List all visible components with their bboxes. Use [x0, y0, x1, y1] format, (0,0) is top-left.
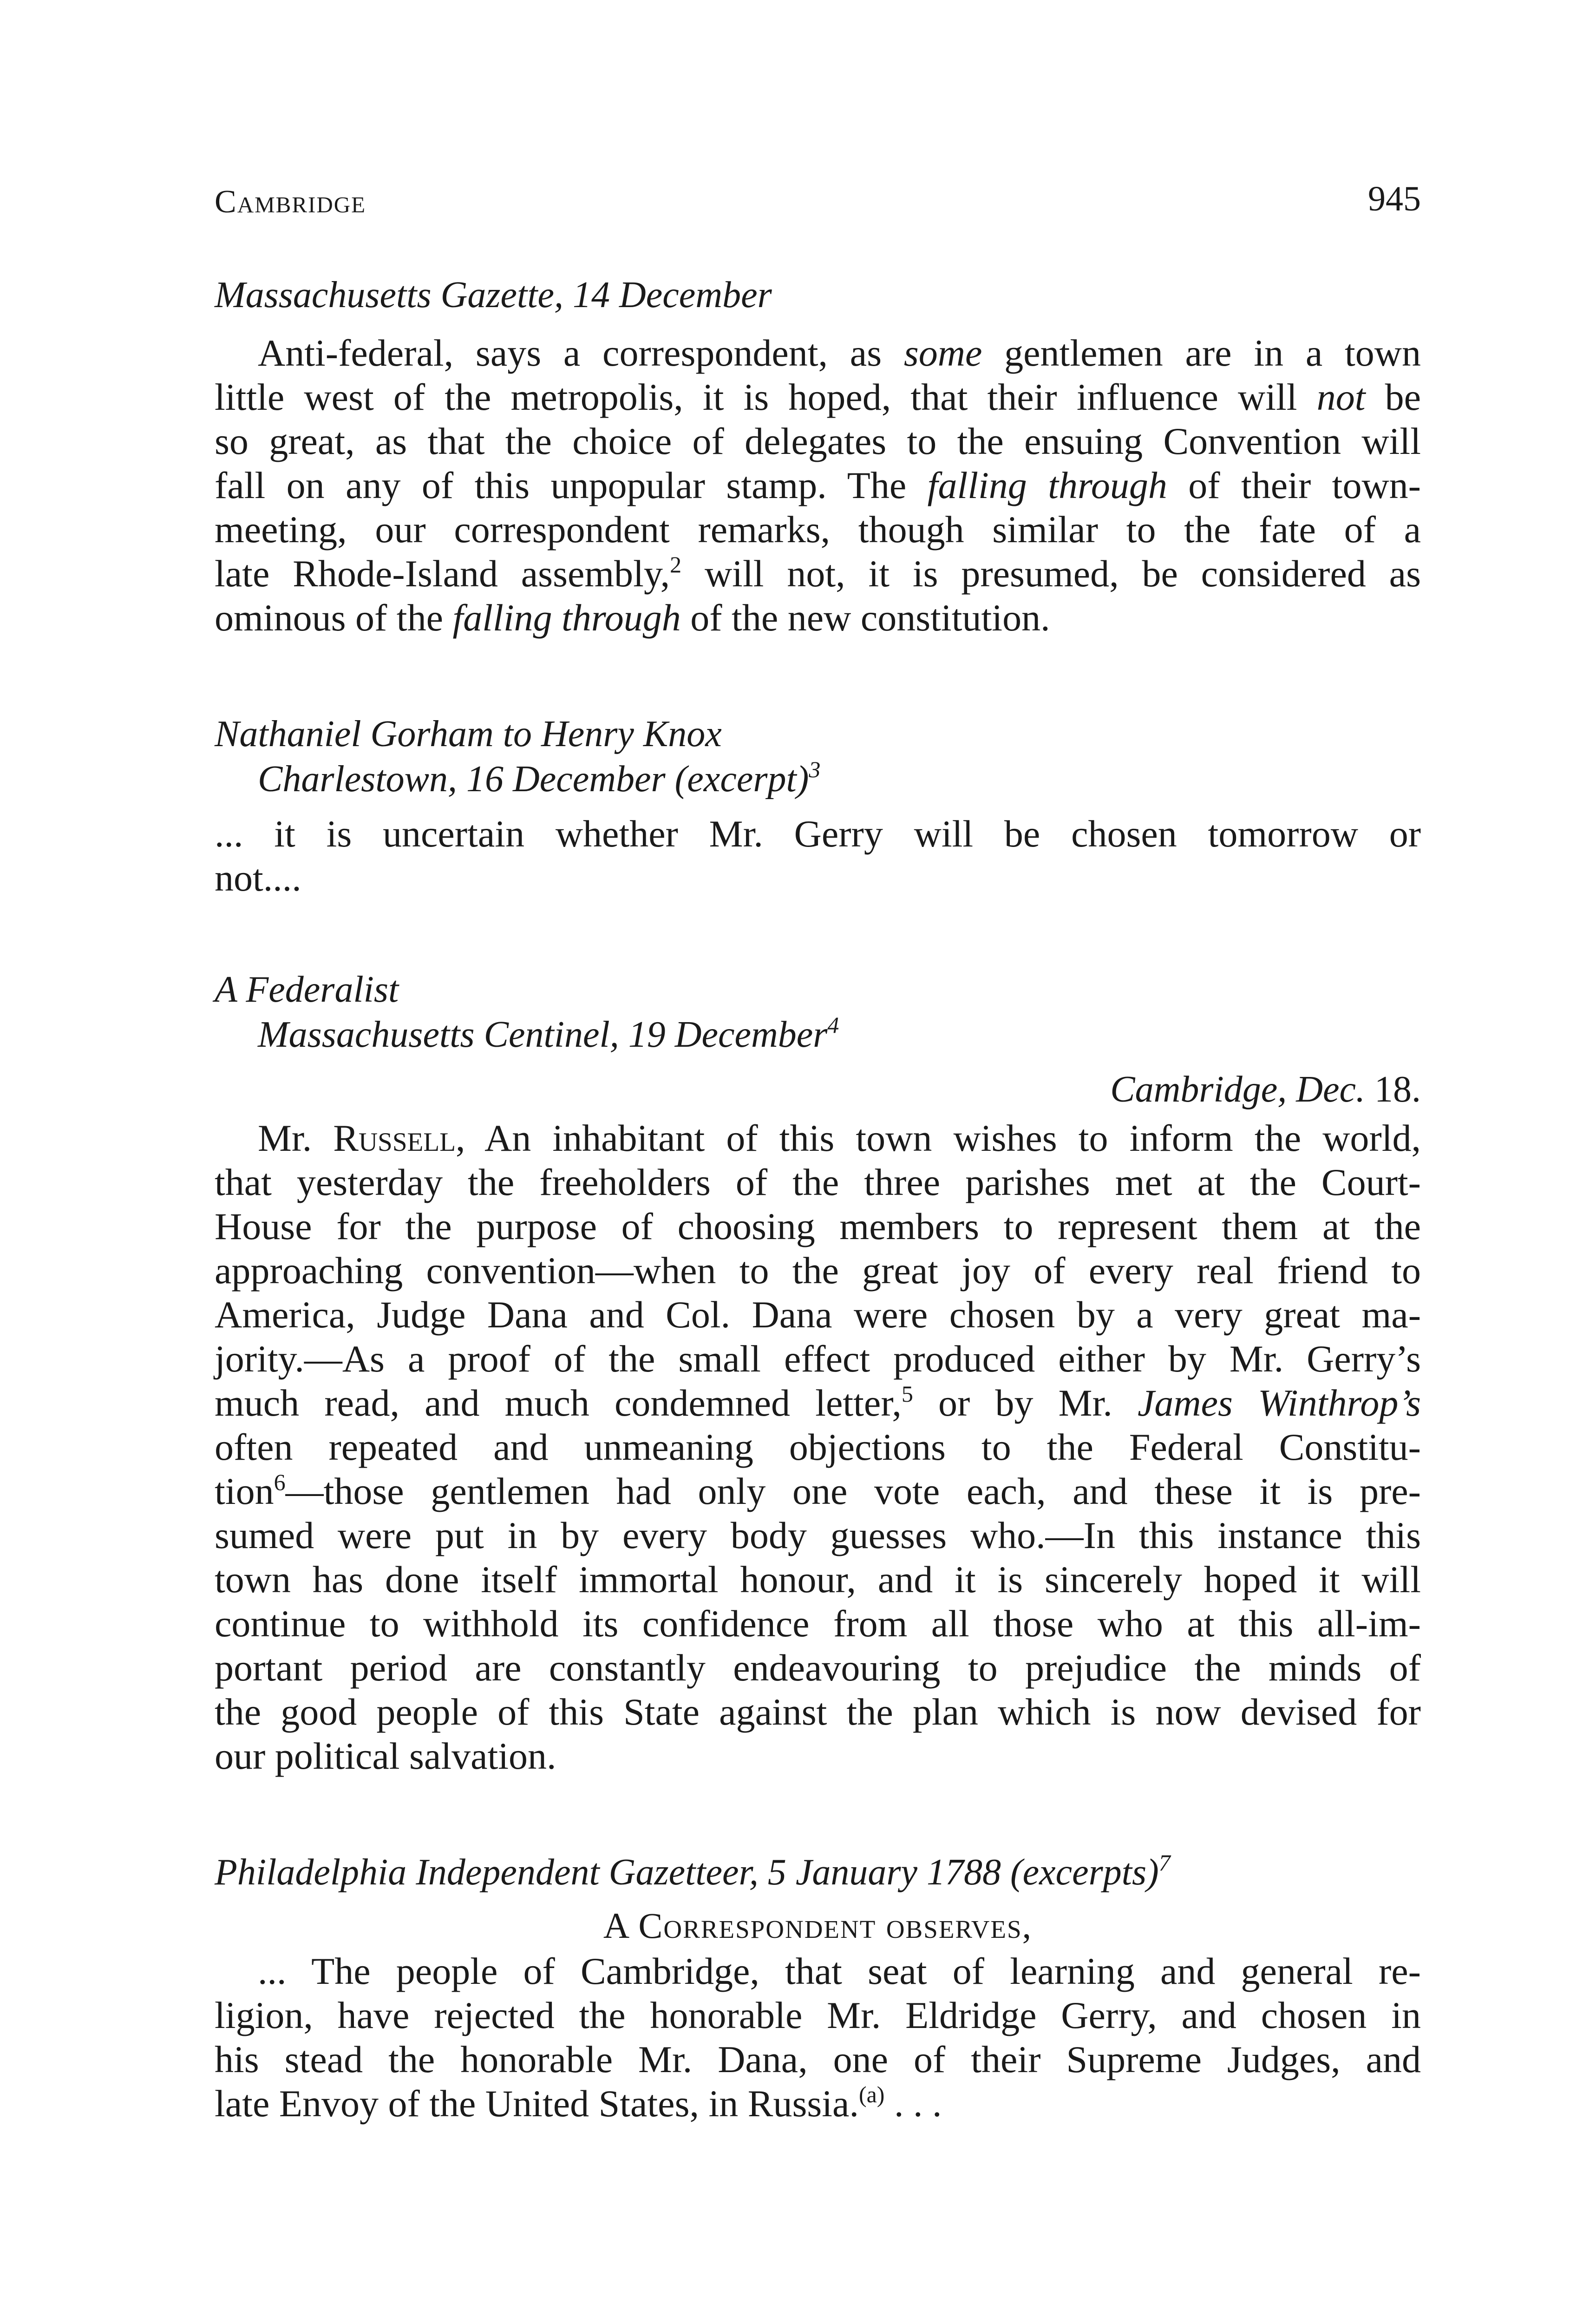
text-line: tion$^6$—those gentlemen had only one vote each, and these it is pre- — [215, 1469, 1421, 1512]
text-line: ominous of the falling through of the new constitution. — [215, 597, 1050, 639]
text-line: the good people of this State against the plan which is now devised for — [215, 1691, 1421, 1733]
section-heading-philadelphia: Philadelphia Independent Gazetteer, 5 January 1788 (excerpts)$^7$ — [215, 1850, 1171, 1893]
text-line: meeting, our correspondent remarks, though similar to the fate of a — [215, 508, 1421, 551]
text-line: ... it is uncertain whether Mr. Gerry will be chosen tomorrow or — [215, 813, 1421, 855]
text-line: our political salvation. — [215, 1735, 556, 1777]
text-line: sumed were put in by every body guesses who.—In this instance this — [215, 1514, 1421, 1556]
section-heading-federalist: A Federalist — [215, 969, 399, 1010]
text-line: ligion, have rejected the honorable Mr. Eldridge Gerry, and chosen in — [215, 1994, 1421, 2036]
text-line: approaching convention—when to the great joy of every real friend to — [215, 1249, 1421, 1292]
text-line: late Envoy of the United States, in Russia.$^{(a)}$ . . . — [215, 2081, 942, 2125]
text-line: Anti-federal, says a correspondent, as some gentlemen are in a town — [258, 332, 1421, 374]
text-line: often repeated and unmeaning objections to the Federal Constitu- — [215, 1426, 1421, 1468]
text-line: late Rhode-Island assembly,$^2$ will not, it is presumed, be considered as — [215, 551, 1421, 595]
text-line: portant period are constantly endeavouring to prejudice the minds of — [215, 1647, 1421, 1689]
text-line: America, Judge Dana and Col. Dana were chosen by a very great ma- — [215, 1293, 1421, 1336]
text-line: not.... — [215, 857, 301, 899]
footnote-marker: 4 — [827, 1012, 839, 1038]
text-line: so great, as that the choice of delegates to the ensuing Convention will — [215, 420, 1421, 462]
text-line: much read, and much condemned letter,$^5$ or by Mr. James Winthrop’s — [215, 1381, 1421, 1424]
text-line: little west of the metropolis, it is hoped, that their influence will not be — [215, 376, 1421, 418]
text-line: jority.—As a proof of the small effect produced either by Mr. Gerry’s — [215, 1338, 1421, 1380]
text-line: continue to withhold its confidence from all those who at this all-im- — [215, 1602, 1421, 1645]
text-line: fall on any of this unpopular stamp. The falling through of their town- — [215, 464, 1421, 506]
text-line: Mr. Russell, An inhabitant of this town wishes to inform the world, — [258, 1117, 1421, 1159]
section-heading-gorham: Nathaniel Gorham to Henry Knox — [215, 714, 722, 755]
footnote-marker: 3 — [809, 756, 821, 782]
running-head — [215, 179, 1421, 230]
text-line: his stead the honorable Mr. Dana, one of their Supreme Judges, and — [215, 2038, 1421, 2080]
footnote-marker: (a) — [858, 2081, 885, 2107]
section-heading-gazette: Massachusetts Gazette, 14 December — [215, 275, 772, 315]
dateline: Cambridge, Dec. 18. — [1110, 1069, 1421, 1110]
section-subheading-gorham: Charlestown, 16 December (excerpt)$^3$ — [258, 756, 821, 800]
text-line: House for the purpose of choosing members to represent them at the — [215, 1205, 1421, 1247]
correspondent-heading: A Correspondent observes, — [603, 1905, 1033, 1946]
section-subheading-federalist: Massachusetts Centinel, 19 December$^4$ — [258, 1012, 839, 1055]
footnote-marker: 7 — [1158, 1850, 1171, 1876]
footnote-marker: 2 — [670, 551, 682, 577]
footnote-marker: 6 — [274, 1469, 286, 1495]
running-head-title: Cambridge — [215, 184, 366, 220]
page-number: 945 — [1368, 179, 1421, 218]
text-line: town has done itself immortal honour, and it is sincerely hoped it will — [215, 1558, 1421, 1601]
footnote-marker: 5 — [901, 1381, 913, 1407]
text-line: that yesterday the freeholders of the three parishes met at the Court- — [215, 1161, 1421, 1203]
text-line: ... The people of Cambridge, that seat of learning and general re- — [258, 1950, 1421, 1992]
